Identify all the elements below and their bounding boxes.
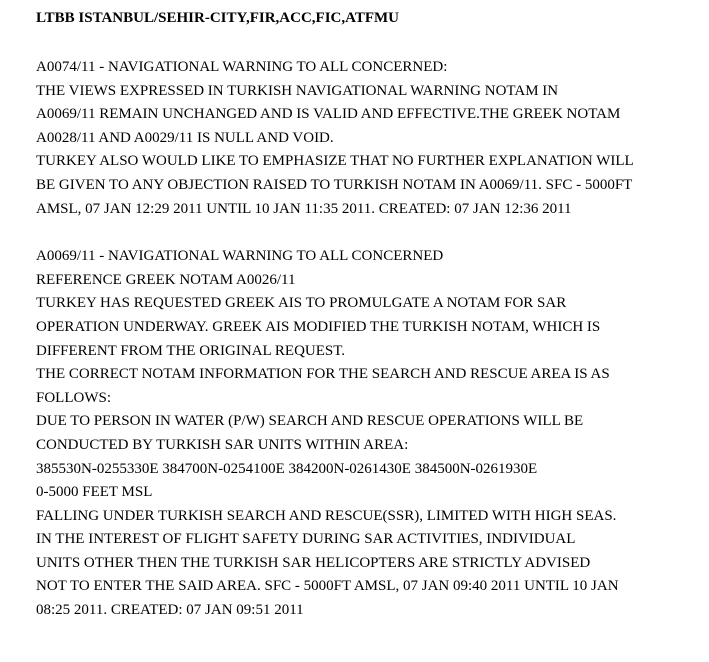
notam-line: REFERENCE GREEK NOTAM A0026/11 xyxy=(36,271,296,288)
notam-line: A0028/11 AND A0029/11 IS NULL AND VOID. xyxy=(36,129,334,146)
notam-line: A0074/11 - NAVIGATIONAL WARNING TO ALL CONCERNED: xyxy=(36,59,448,75)
notam-line: 08:25 2011. CREATED: 07 JAN 09:51 2011 xyxy=(36,602,304,619)
notam-line: TURKEY HAS REQUESTED GREEK AIS TO PROMULGATE A NOTAM FOR SAR xyxy=(36,295,567,312)
notam-line: AMSL, 07 JAN 12:29 2011 UNTIL 10 JAN 11:35 2011. CREATED: 07 JAN 12:36 2011 xyxy=(36,200,572,217)
notam-document xyxy=(36,8,696,647)
notam-line: 385530N-0255330E 384700N-0254100E 384200N-0261430E 384500N-0261930E xyxy=(36,460,538,477)
notam-a0069-11 xyxy=(36,245,696,623)
notam-line: OPERATION UNDERWAY. GREEK AIS MODIFIED THE TURKISH NOTAM, WHICH IS xyxy=(36,318,601,335)
notam-line: CONDUCTED BY TURKISH SAR UNITS WITHIN AREA: xyxy=(36,436,409,453)
notam-a0074-11 xyxy=(36,56,696,221)
notam-line: 0-5000 FEET MSL xyxy=(36,484,153,501)
notam-line: FOLLOWS: xyxy=(36,389,111,406)
notam-line: BE GIVEN TO ANY OBJECTION RAISED TO TURKISH NOTAM IN A0069/11. SFC - 5000FT xyxy=(36,176,633,193)
document-header: LTBB ISTANBUL/SEHIR-CITY,FIR,ACC,FIC,ATFMU xyxy=(36,10,399,26)
notam-line: TURKEY ALSO WOULD LIKE TO EMPHASIZE THAT NO FURTHER EXPLANATION WILL xyxy=(36,153,634,170)
notam-line: FALLING UNDER TURKISH SEARCH AND RESCUE(SSR), LIMITED WITH HIGH SEAS. xyxy=(36,507,617,524)
notam-line: THE VIEWS EXPRESSED IN TURKISH NAVIGATIONAL WARNING NOTAM IN xyxy=(36,82,559,99)
notam-line: DUE TO PERSON IN WATER (P/W) SEARCH AND RESCUE OPERATIONS WILL BE xyxy=(36,413,584,430)
notam-line: NOT TO ENTER THE SAID AREA. SFC - 5000FT AMSL, 07 JAN 09:40 2011 UNTIL 10 JAN xyxy=(36,578,619,595)
notam-line: IN THE INTEREST OF FLIGHT SAFETY DURING SAR ACTIVITIES, INDIVIDUAL xyxy=(36,531,576,548)
notam-line: DIFFERENT FROM THE ORIGINAL REQUEST. xyxy=(36,342,346,359)
notam-line: THE CORRECT NOTAM INFORMATION FOR THE SEARCH AND RESCUE AREA IS AS xyxy=(36,366,610,383)
notam-line: UNITS OTHER THEN THE TURKISH SAR HELICOPTERS ARE STRICTLY ADVISED xyxy=(36,554,591,571)
notam-line: A0069/11 REMAIN UNCHANGED AND IS VALID AND EFFECTIVE.THE GREEK NOTAM xyxy=(36,106,621,123)
notam-line: A0069/11 - NAVIGATIONAL WARNING TO ALL CONCERNED xyxy=(36,248,444,265)
